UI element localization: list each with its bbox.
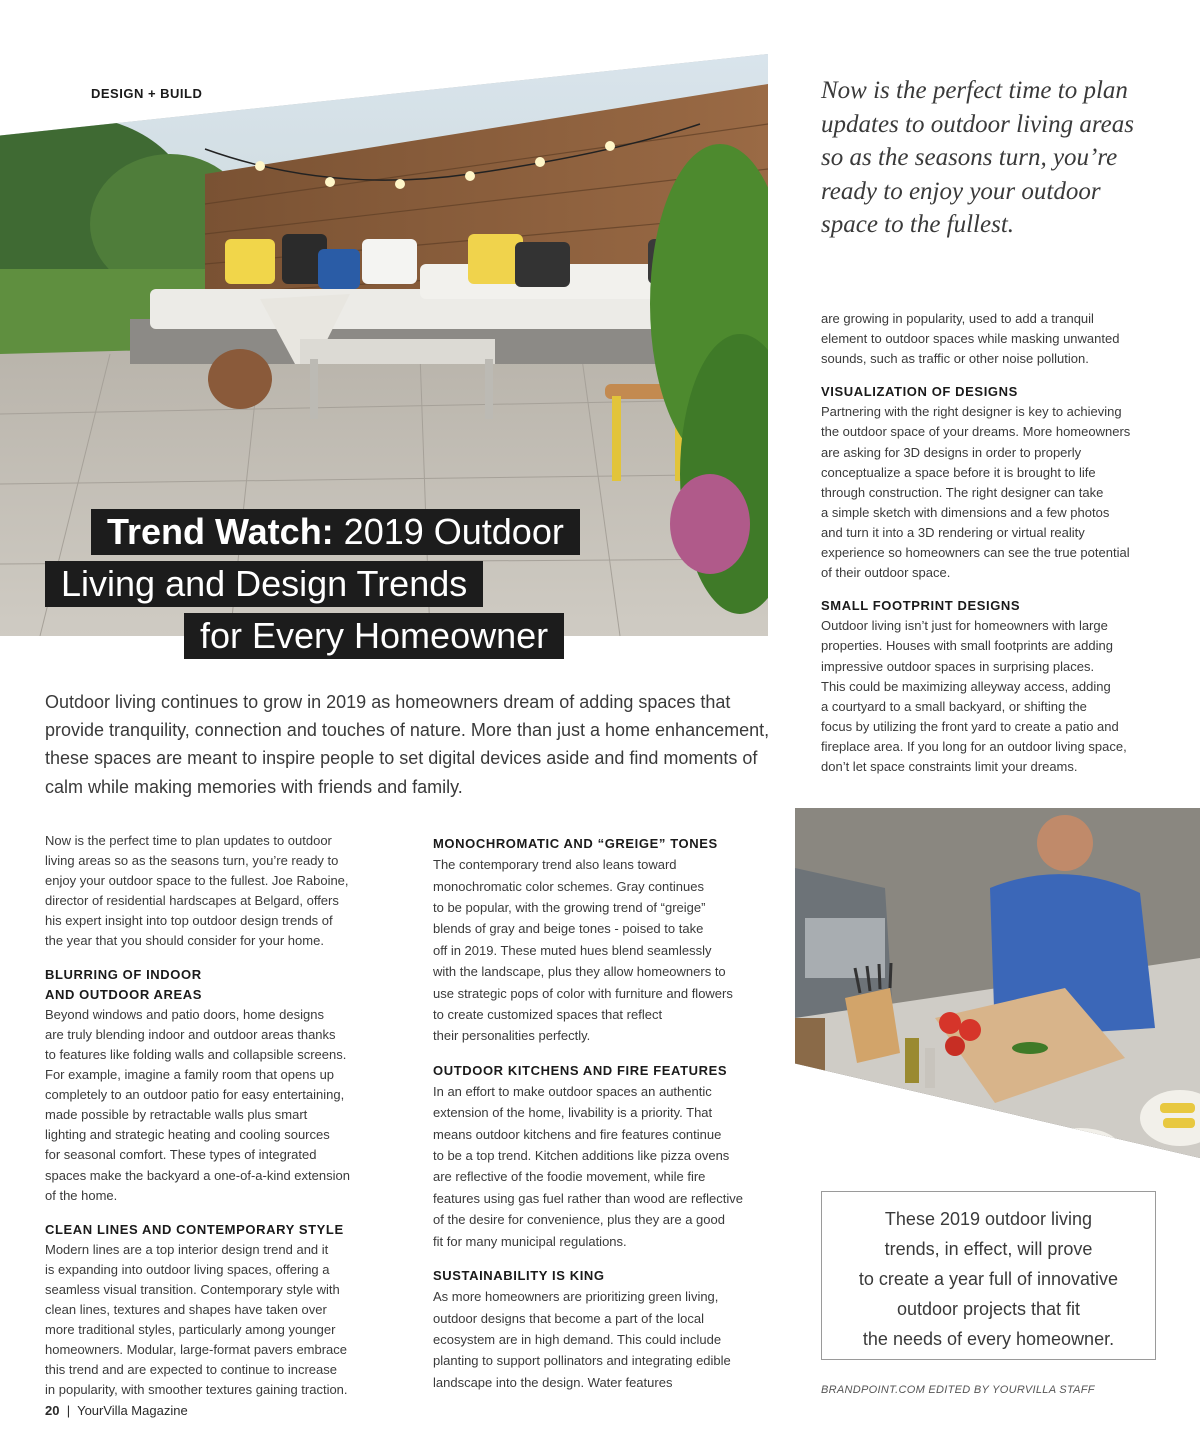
page-number: 20	[45, 1403, 60, 1418]
article-column-3	[821, 309, 1166, 777]
title-bold: Trend Watch:	[107, 511, 334, 552]
photo-credit: BRANDPOINT.COM EDITED BY YOURVILLA STAFF	[821, 1384, 1095, 1396]
paragraph-outdoor-kitchens: In an effort to make outdoor spaces an authentic extension of the home, livability is a priority. That means outdoor kitchens and fire features continue to be a top trend. Kitchen additions like pizza ovens are reflective of the foodie movement, while fire features using gas fuel rather than wood are reflective of the desire for convenience, plus they are a good fit for many municipal regulations.	[433, 1083, 744, 1249]
paragraph-monochromatic: The contemporary trend also leans toward monochromatic color schemes. Gray continues to be popular, with the growing trend of “greige” blends of gray and beige tones - poised to take off in 2019. These muted hues blend seamlessly with the landscape, plus they allow homeowners to use strategic pops of color with furniture and flowers to create customized spaces that reflect their personalities perfectly.	[433, 857, 733, 1044]
section-label: DESIGN + BUILD	[91, 86, 203, 101]
lede-paragraph: Outdoor living continues to grow in 2019 as homeowners dream of adding spaces that provide tranquility, connection and touches of nature. More than just a home enhancement, these spaces are meant to inspire people to set digital devices aside and find moments of calm while making memories with friends and family.	[45, 692, 770, 797]
page-footer	[45, 1403, 188, 1418]
paragraph-sustainability: As more homeowners are prioritizing green living, outdoor designs that become a part of the local ecosystem are in high demand. This could include planting to support pollinators and integrating edible landscape into the design. Water features	[433, 1289, 731, 1390]
intro-paragraph: Now is the perfect time to plan updates to outdoor living areas so as the seasons turn, you’re ready to enjoy your outdoor space to the fullest. Joe Raboine, director of residential hardscapes at Belgard, offers his expert insight into top outdoor design trends of the year that you should consider for your home.	[45, 833, 349, 949]
heading-sustainability: SUSTAINABILITY IS KING	[433, 1268, 605, 1284]
paragraph-small-footprint: Outdoor living isn’t just for homeowners with large properties. Houses with small footprints are adding impressive outdoor spaces in surprising places. This could be maximizing alleyway access, adding a courtyard to a small backyard, or shifting the focus by utilizing the front yard to create a patio and fireplace area. If you long for an outdoor living space, don’t let space constraints limit your dreams.	[821, 618, 1127, 774]
heading-blurring: BLURRING OF INDOOR AND OUTDOOR AREAS	[45, 966, 203, 1002]
heading-small-footprint: SMALL FOOTPRINT DESIGNS	[821, 598, 1021, 614]
title-line-2: Living and Design Trends	[45, 561, 483, 607]
footer-separator: |	[66, 1403, 71, 1418]
paragraph-continued: are growing in popularity, used to add a tranquil element to outdoor spaces while masking unwanted sounds, such as traffic or other noise pollution.	[821, 311, 1120, 367]
paragraph-blurring: Beyond windows and patio doors, home designs are truly blending indoor and outdoor areas thanks to features like folding walls and collapsible screens. For example, imagine a family room that opens up completely to an outdoor patio for easy entertaining, made possible by retractable walls plus smart lighting and strategic heating and cooling sources for seasonal comfort. These types of integrated spaces make the backyard a one-of-a-kind extension of the home.	[45, 1006, 350, 1203]
heading-outdoor-kitchens: OUTDOOR KITCHENS AND FIRE FEATURES	[433, 1062, 728, 1078]
callout-box: These 2019 outdoor living trends, in effect, will prove to create a year full of innovative outdoor projects that fit the needs of every homeowner.	[821, 1191, 1156, 1360]
heading-monochromatic: MONOCHROMATIC AND “GREIGE” TONES	[433, 836, 718, 851]
title-line-1	[91, 509, 580, 555]
magazine-name: YourVilla Magazine	[77, 1403, 188, 1418]
article-column-2	[433, 834, 773, 1393]
paragraph-visualization: Partnering with the right designer is key to achieving the outdoor space of your dreams. More homeowners are asking for 3D designs in order to properly conceptualize a space before it is brought to life through construction. The right designer can take a simple sketch with dimensions and a few photos and turn it into a 3D rendering or virtual reality experience so homeowners can see the true potential of their outdoor space.	[821, 404, 1131, 581]
paragraph-clean-lines: Modern lines are a top interior design trend and it is expanding into outdoor living spaces, offering a seamless visual transition. Contemporary style with clean lines, textures and shapes have taken over more traditional styles, particularly among younger homeowners. Modular, large-format pavers embrace this trend and are expected to continue to increase in popularity, with smoother textures gaining traction.	[45, 1241, 348, 1398]
title-line1-rest: 2019 Outdoor	[333, 511, 564, 552]
outdoor-kitchen-photo	[795, 808, 1200, 1158]
title-line-3: for Every Homeowner	[184, 613, 564, 659]
heading-clean-lines: CLEAN LINES AND CONTEMPORARY STYLE	[45, 1221, 344, 1237]
heading-visualization: VISUALIZATION OF DESIGNS	[821, 384, 1018, 400]
article-column-1	[45, 831, 385, 1401]
pull-quote: Now is the perfect time to plan updates to outdoor living areas so as the seasons turn, you’re ready to enjoy your outdoor space to the fullest.	[821, 77, 1134, 239]
